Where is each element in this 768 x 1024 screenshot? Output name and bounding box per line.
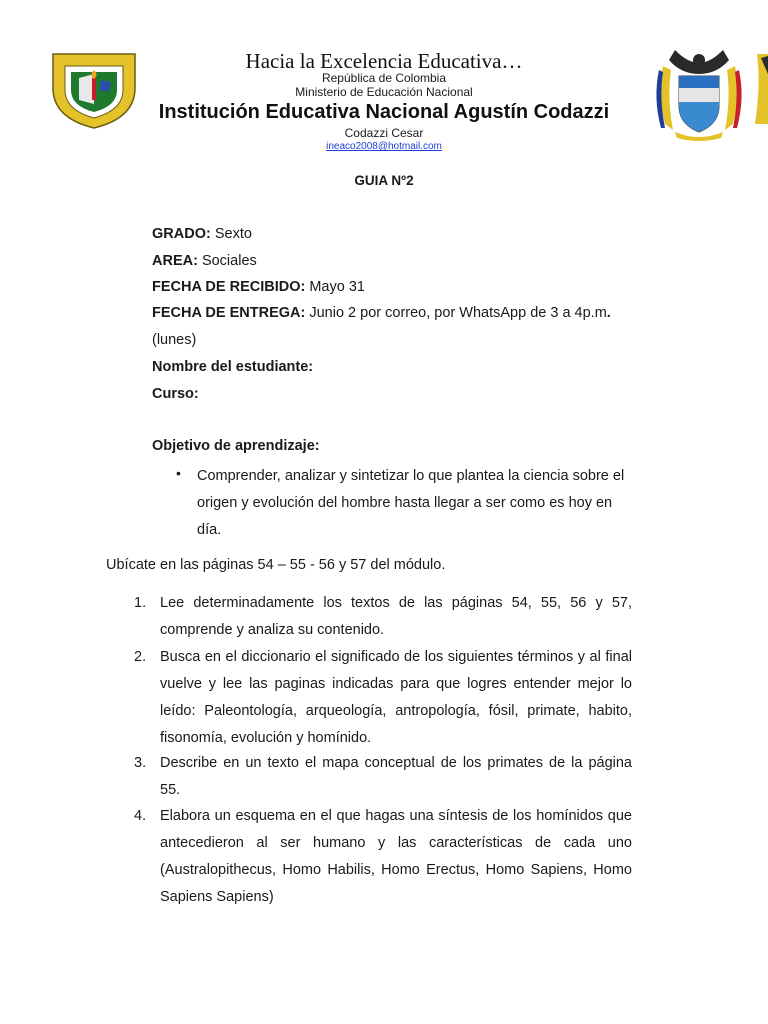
- step-number: 3.: [134, 755, 147, 771]
- course-field: [152, 385, 199, 403]
- area-value: Sociales: [197, 253, 257, 269]
- area-label: AREA:: [152, 253, 198, 269]
- received-label: FECHA DE RECIBIDO:: [152, 279, 306, 295]
- step-text: Lee determinadamente los textos de las páginas 54, 55, 56 y 57, comprende y analiza su contenido.: [160, 595, 632, 638]
- city-label: Codazzi Cesar: [344, 126, 424, 140]
- email-link-text[interactable]: ineaco2008@hotmail.com: [326, 141, 442, 152]
- delivery-field: [152, 304, 611, 322]
- step-text: Busca en el diccionario el significado de los siguientes términos y al final vuelve y lee las paginas indicadas para que logres entender mejor lo leído: Paleontología, arqueología, antropología, fósil, primate, habito, fisonomía, evolución y homínido.: [160, 649, 632, 746]
- received-field: [152, 278, 365, 296]
- step-text: Describe en un texto el mapa conceptual de los primates de la página 55.: [160, 755, 632, 798]
- delivery-value: Junio 2 por correo, por WhatsApp de 3 a 4p.m: [305, 305, 607, 321]
- step-number: 4.: [134, 808, 147, 824]
- ministry-label: Ministerio de Educación Nacional: [295, 85, 473, 99]
- intro-text: Ubícate en las páginas 54 – 55 - 56 y 57 del módulo.: [106, 557, 446, 573]
- received-value: Mayo 31: [305, 279, 365, 295]
- objective-text: Comprender, analizar y sintetizar lo que plantea la ciencia sobre el origen y evolución del hombre hasta llegar a ser como es hoy en día.: [197, 468, 625, 538]
- email-link[interactable]: [0, 141, 768, 152]
- grade-value: Sexto: [210, 226, 252, 242]
- grade-label: GRADO:: [152, 226, 211, 242]
- step-number: 2.: [134, 649, 147, 665]
- student-label: Nombre del estudiante:: [152, 359, 314, 375]
- motto: Hacia la Excelencia Educativa…: [245, 49, 523, 73]
- area-field: [152, 252, 257, 270]
- objective-heading: Objetivo de aprendizaje:: [152, 438, 320, 454]
- grade-field: [152, 225, 252, 243]
- delivery-extra: (lunes): [152, 332, 197, 348]
- school-name: Institución Educativa Nacional Agustín Codazzi: [158, 101, 610, 123]
- bullet-icon: •: [176, 465, 181, 481]
- step-number: 1.: [134, 595, 147, 611]
- course-label: Curso:: [152, 386, 199, 402]
- page-title: GUIA Nº2: [354, 173, 414, 188]
- step-text: Elabora un esquema en el que hagas una síntesis de los homínidos que antecedieron al ser humano y las características de cada uno (Australopithecus, Homo Habilis, Homo Erectus, Homo Sapiens, Homo Sapiens Sapiens): [160, 808, 632, 905]
- student-field: [152, 358, 313, 376]
- republic-label: República de Colombia: [321, 71, 447, 85]
- delivery-label: FECHA DE ENTREGA:: [152, 305, 306, 321]
- delivery-dot: .: [606, 305, 611, 321]
